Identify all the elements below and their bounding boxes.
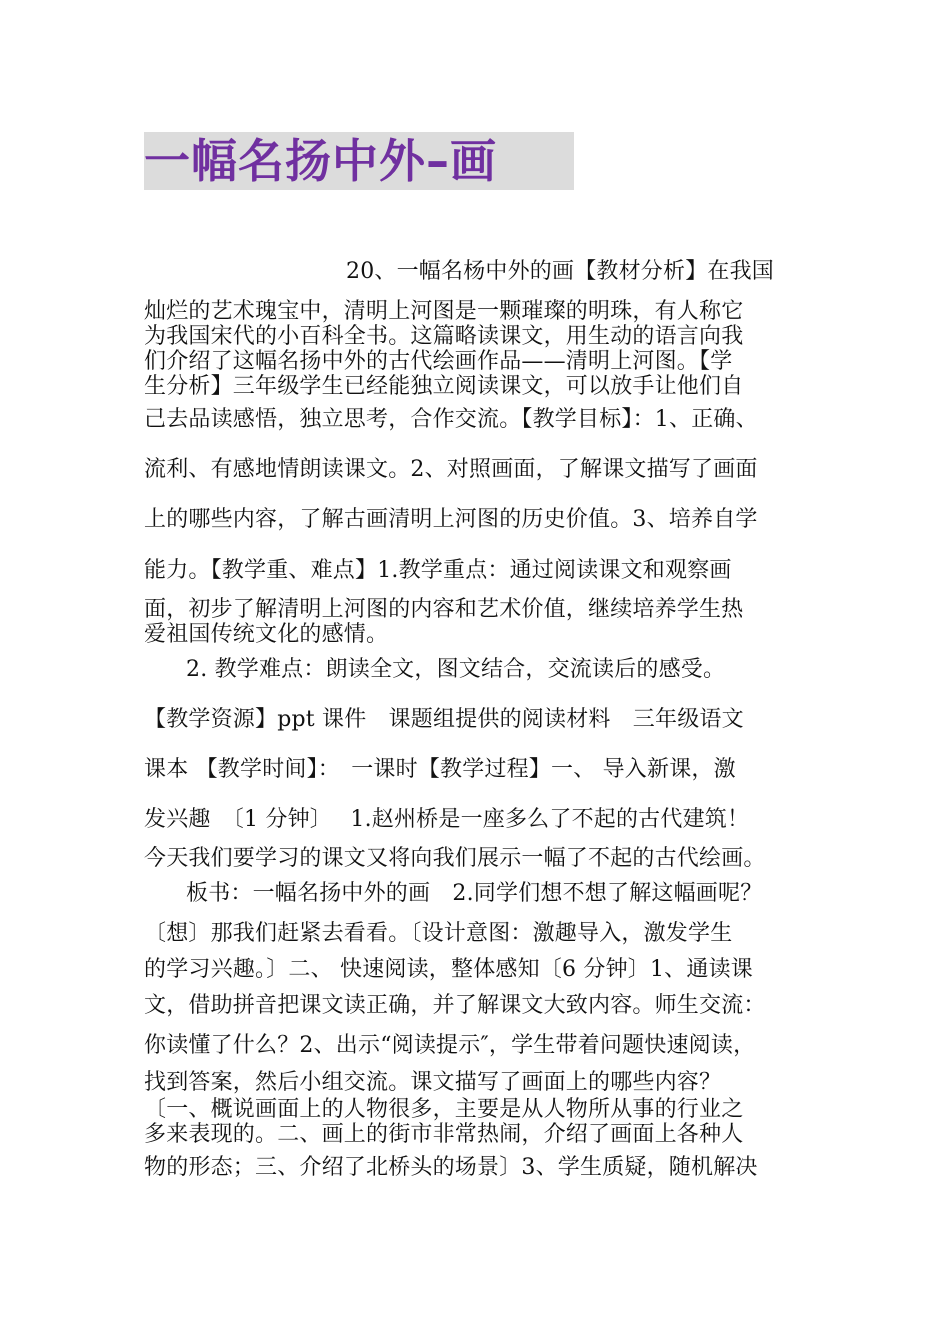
text-line: 你读懂了什么？2、出示“阅读提示″，学生带着问题快速阅读， — [144, 1033, 756, 1058]
text-line: 今天我们要学习的课文又将向我们展示一幅了不起的古代绘画。 — [144, 846, 766, 871]
text-line: 生分析】三年级学生已经能独立阅读课文，可以放手让他们自 — [144, 374, 744, 399]
text-line: 己去品读感悟，独立思考，合作交流。【教学目标】：1、正确、 — [144, 407, 758, 432]
text-line: 找到答案，然后小组交流。课文描写了画面上的哪些内容？ — [144, 1070, 722, 1095]
text-line: 物的形态；三、介绍了北桥头的场景〕3、学生质疑，随机解决 — [144, 1155, 758, 1180]
text-line: 的学习兴趣。〕二、 快速阅读，整体感知〔6 分钟〕1、通读课 — [144, 957, 753, 982]
text-line: 〔想〕那我们赶紧去看看。〔设计意图：激趣导入，激发学生 — [144, 921, 733, 946]
text-line: 多来表现的。二、画上的街市非常热闹，介绍了画面上各种人 — [144, 1122, 744, 1147]
text-line: 流利、有感地情朗读课文。2、对照画面，了解课文描写了画面 — [144, 457, 758, 482]
text-line: 发兴趣 〔1 分钟〕 1.赵州桥是一座多么了不起的古代建筑！ — [144, 807, 750, 832]
text-line: 灿烂的艺术瑰宝中，清明上河图是一颗璀璨的明珠，有人称它 — [144, 299, 744, 324]
text-line: 面，初步了解清明上河图的内容和艺术价值，继续培养学生热 — [144, 597, 744, 622]
text-line: 2. 教学难点：朗读全文，图文结合，交流读后的感受。 — [186, 657, 726, 682]
text-line: 上的哪些内容，了解古画清明上河图的历史价值。3、培养自学 — [144, 507, 758, 532]
text-line: 〔一、概说画面上的人物很多，主要是从人物所从事的行业之 — [144, 1097, 744, 1122]
text-line: 课本 【教学时间】： 一课时【教学过程】一、 导入新课，激 — [144, 757, 736, 782]
text-line: 们介绍了这幅名扬中外的古代绘画作品——清明上河图。【学 — [144, 349, 733, 374]
document-title: 一幅名扬中外–画 — [144, 132, 574, 190]
text-line: 爱祖国传统文化的感情。 — [144, 622, 389, 647]
text-line: 能力。【教学重、难点】1.教学重点：通过阅读课文和观察画 — [144, 558, 732, 583]
text-line: 为我国宋代的小百科全书。这篇略读课文，用生动的语言向我 — [144, 324, 744, 349]
text-line: 板书：一幅名扬中外的画 2.同学们想不想了解这幅画呢？ — [186, 881, 763, 906]
text-line: 【教学资源】ppt 课件 课题组提供的阅读材料 三年级语文 — [144, 707, 744, 732]
text-line: 20、一幅名杨中外的画【教材分析】在我国 — [346, 259, 774, 284]
text-line: 文，借助拼音把课文读正确，并了解课文大致内容。师生交流： — [144, 993, 766, 1018]
